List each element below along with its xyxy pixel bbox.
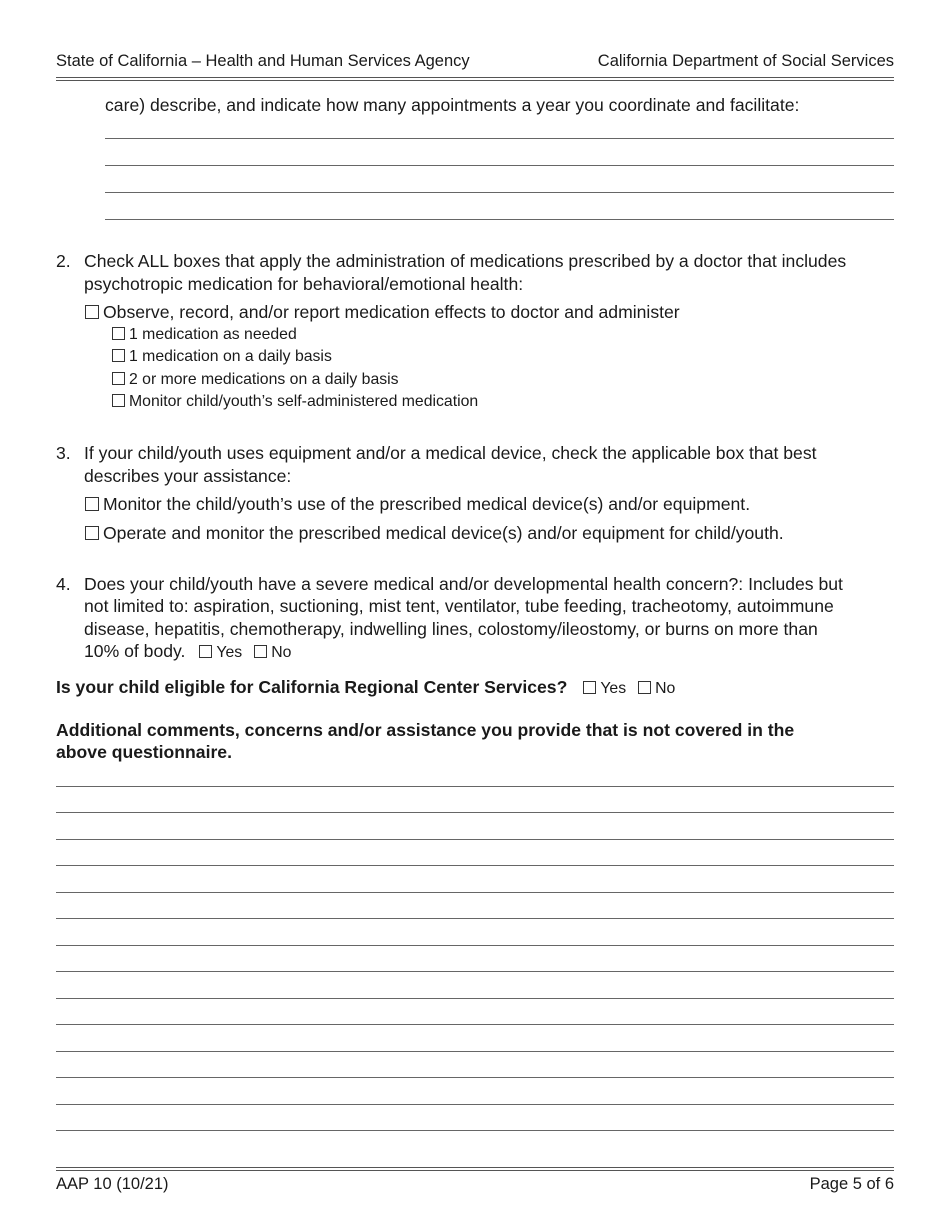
q2-sub-option[interactable] bbox=[112, 370, 399, 390]
header-rule-bottom bbox=[56, 80, 894, 81]
footer-rule-bottom bbox=[56, 1170, 894, 1171]
q4-no-label: No bbox=[271, 644, 292, 661]
q3-option-label: Operate and monitor the prescribed medical device(s) and/or equipment for child/youth. bbox=[103, 523, 784, 543]
q2-text-line2: psychotropic medication for behavioral/emotional health: bbox=[84, 274, 524, 294]
regional-center-no-checkbox[interactable] bbox=[638, 681, 651, 694]
comments-heading-line2: above questionnaire. bbox=[56, 742, 232, 762]
q4-text-line1: Does your child/youth have a severe medical and/or developmental health concern?: Includes but bbox=[84, 574, 843, 594]
q2-number: 2. bbox=[56, 251, 71, 271]
q4-number: 4. bbox=[56, 574, 71, 594]
regional-center-question: Is your child eligible for California Regional Center Services? bbox=[56, 677, 568, 697]
regional-center-yes-label: Yes bbox=[600, 680, 627, 697]
q3-option[interactable] bbox=[85, 493, 750, 516]
q2-sub-checkbox[interactable] bbox=[112, 327, 125, 340]
q2-main-option[interactable] bbox=[85, 301, 680, 324]
q4-text-line4-label: 10% of body. bbox=[84, 641, 186, 661]
regional-center-no-label: No bbox=[655, 680, 676, 697]
footer-rule-top bbox=[56, 1167, 894, 1168]
q2-main-checkbox[interactable] bbox=[85, 305, 99, 319]
q2-sub-option[interactable] bbox=[112, 325, 297, 345]
q1-answer-line[interactable] bbox=[105, 138, 894, 139]
comments-answer-line[interactable] bbox=[56, 839, 894, 840]
q2-sub-option[interactable] bbox=[112, 392, 478, 412]
q1-answer-line[interactable] bbox=[105, 165, 894, 166]
comments-answer-line[interactable] bbox=[56, 1077, 894, 1078]
q3-option[interactable] bbox=[85, 522, 784, 545]
q3-text-line2: describes your assistance: bbox=[84, 466, 292, 486]
comments-answer-line[interactable] bbox=[56, 1051, 894, 1052]
q3-number: 3. bbox=[56, 443, 71, 463]
comments-answer-line[interactable] bbox=[56, 998, 894, 999]
footer-form-id: AAP 10 (10/21) bbox=[56, 1175, 169, 1193]
q4-yes-label: Yes bbox=[216, 644, 243, 661]
q4-no-checkbox[interactable] bbox=[254, 645, 267, 658]
header-rule-top bbox=[56, 77, 894, 78]
q3-checkbox[interactable] bbox=[85, 526, 99, 540]
comments-answer-line[interactable] bbox=[56, 971, 894, 972]
header-department: California Department of Social Services bbox=[597, 52, 894, 70]
comments-answer-line[interactable] bbox=[56, 1130, 894, 1131]
comments-answer-line[interactable] bbox=[56, 865, 894, 866]
q4-text-line3: disease, hepatitis, chemotherapy, indwelling lines, colostomy/ileostomy, or burns on more than bbox=[84, 619, 818, 639]
comments-answer-line[interactable] bbox=[56, 945, 894, 946]
q3-text-line1: If your child/youth uses equipment and/or a medical device, check the applicable box that best bbox=[84, 443, 817, 463]
q4-text-line4 bbox=[84, 640, 291, 664]
q2-sub-checkbox[interactable] bbox=[112, 349, 125, 362]
q1-answer-line[interactable] bbox=[105, 219, 894, 220]
q4-text-line2: not limited to: aspiration, suctioning, mist tent, ventilator, tube feeding, tracheotomy, autoimmune bbox=[84, 596, 834, 616]
comments-answer-line[interactable] bbox=[56, 1024, 894, 1025]
q2-sub-option-label: Monitor child/youth’s self-administered medication bbox=[129, 393, 479, 410]
comments-answer-line[interactable] bbox=[56, 786, 894, 787]
q2-sub-option-label: 1 medication on a daily basis bbox=[129, 348, 332, 365]
q2-text-line1: Check ALL boxes that apply the administration of medications prescribed by a doctor that includes bbox=[84, 251, 847, 271]
q2-sub-option-label: 2 or more medications on a daily basis bbox=[129, 371, 399, 388]
footer-page-number: Page 5 of 6 bbox=[809, 1175, 894, 1193]
comments-answer-line[interactable] bbox=[56, 918, 894, 919]
q2-sub-option-label: 1 medication as needed bbox=[129, 326, 297, 343]
q4-yes-checkbox[interactable] bbox=[199, 645, 212, 658]
q2-sub-option[interactable] bbox=[112, 347, 332, 367]
q3-checkbox[interactable] bbox=[85, 497, 99, 511]
comments-answer-line[interactable] bbox=[56, 812, 894, 813]
q2-main-option-label: Observe, record, and/or report medication effects to doctor and administer bbox=[103, 302, 680, 322]
q1-continued-text: care) describe, and indicate how many appointments a year you coordinate and facilitate: bbox=[105, 95, 800, 115]
comments-answer-line[interactable] bbox=[56, 892, 894, 893]
q2-sub-checkbox[interactable] bbox=[112, 394, 125, 407]
q2-sub-checkbox[interactable] bbox=[112, 372, 125, 385]
comments-answer-line[interactable] bbox=[56, 1104, 894, 1105]
regional-center-yes-checkbox[interactable] bbox=[583, 681, 596, 694]
comments-heading-line1: Additional comments, concerns and/or assistance you provide that is not covered in the bbox=[56, 720, 795, 740]
regional-center-row bbox=[56, 676, 675, 700]
header-agency: State of California – Health and Human Services Agency bbox=[56, 52, 470, 70]
q1-answer-line[interactable] bbox=[105, 192, 894, 193]
q3-option-label: Monitor the child/youth’s use of the prescribed medical device(s) and/or equipment. bbox=[103, 494, 751, 514]
